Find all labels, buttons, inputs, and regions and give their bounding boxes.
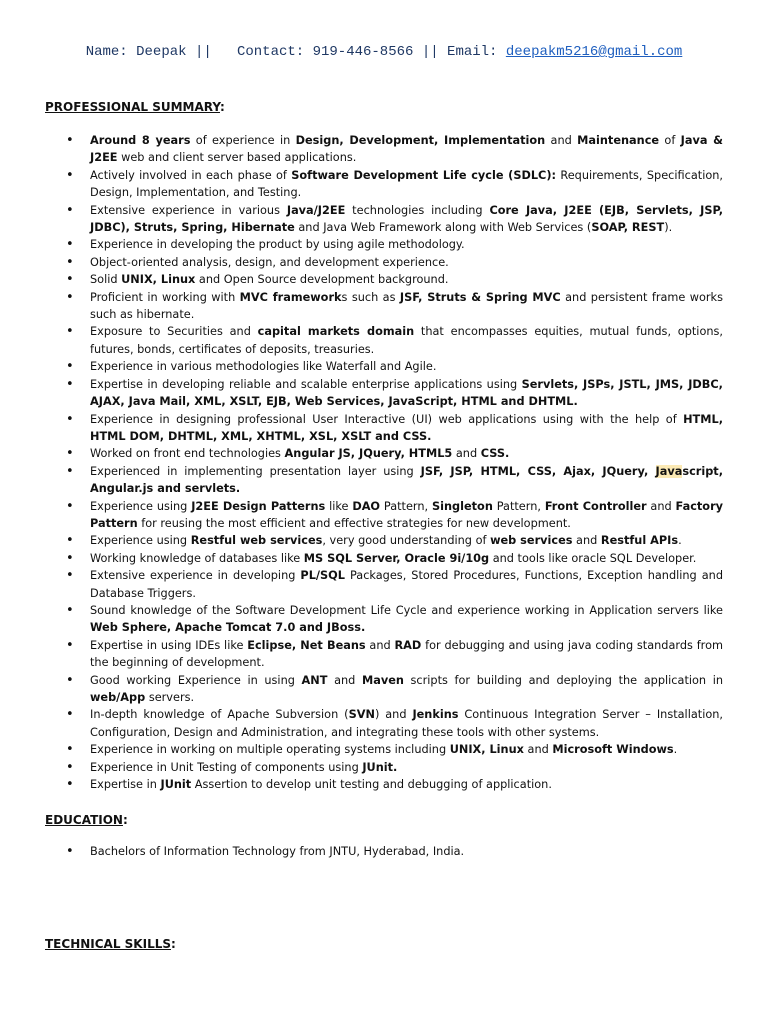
list-item-text: Microsoft Windows xyxy=(552,743,674,757)
list-item-text: Worked on front end technologies xyxy=(90,447,285,461)
list-item-text: and Java Web Framework along with Web Services ( xyxy=(294,221,592,235)
education-heading: EDUCATION: xyxy=(45,813,128,827)
list-item-text: scripts for building and deploying the application in xyxy=(403,673,724,687)
list-item-text: capital markets domain xyxy=(257,325,415,339)
list-item-text: Experience using xyxy=(90,534,191,548)
list-item-text: Actively involved in each phase of xyxy=(90,168,292,182)
list-item-text: for debugging and using java coding standards from the beginning of development. xyxy=(90,638,723,670)
professional-summary-list xyxy=(90,132,723,793)
list-item-text: Around 8 years xyxy=(90,134,191,147)
list-item-text: Extensive experience in developing xyxy=(90,569,301,583)
list-item-text: of xyxy=(659,134,681,147)
list-item-text: Solid xyxy=(90,273,122,287)
list-item-text: ANT xyxy=(301,673,328,687)
contact-header xyxy=(0,44,768,60)
list-item-text: web/App xyxy=(90,691,146,704)
list-item-text: Pattern, xyxy=(492,499,545,513)
list-item-text: Java/J2EE xyxy=(286,203,346,217)
list-item-text: Experience in working on multiple operating systems including xyxy=(90,743,450,757)
name-label: Name: xyxy=(85,44,128,60)
list-item-text: Assertion to develop unit testing and debugging of application. xyxy=(191,778,552,792)
list-item xyxy=(90,741,723,758)
list-item-text: and xyxy=(523,743,553,757)
professional-summary-heading: PROFESSIONAL SUMMARY: xyxy=(45,100,225,114)
phone-number: 919-446-8566 xyxy=(312,44,414,60)
list-item xyxy=(90,706,723,741)
list-item-text: UNIX, Linux xyxy=(449,743,524,757)
list-item-text: s such as xyxy=(341,290,400,304)
candidate-name: Deepak xyxy=(136,44,187,60)
list-item-text: Bachelors of Information Technology from JNTU, Hyderabad, India. xyxy=(90,845,465,858)
list-item xyxy=(90,463,723,498)
list-item-text: Requirements, Specification, Design, Implementation, and Testing. xyxy=(90,168,723,200)
list-item-text: Angular JS, JQuery, HTML5 xyxy=(284,447,453,461)
list-item xyxy=(90,202,723,237)
list-item-text: Experience using xyxy=(90,499,192,513)
list-item-text: Good working Experience in using xyxy=(90,673,302,687)
list-item xyxy=(90,498,723,533)
list-item-text: JSF, JSP, HTML, CSS, Ajax, JQuery, xyxy=(420,464,656,478)
list-item-text: Servlets, JSPs, JSTL, JMS, JDBC, AJAX, Java Mail, XML, XSLT, EJB, Web Services, JavaScript, HTML and DHTML. xyxy=(90,377,723,409)
list-item-text: UNIX, Linux xyxy=(121,273,196,287)
list-item-text: Working knowledge of databases like xyxy=(90,551,304,565)
list-item-text: Expertise in xyxy=(90,778,161,792)
list-item-text: like xyxy=(325,499,353,513)
list-item-text: that encompasses equities, mutual funds, options, futures, bonds, certificates of deposits, treasuries. xyxy=(90,325,723,356)
list-item-text: technologies including xyxy=(345,203,490,217)
list-item-text: Maven xyxy=(361,673,404,687)
list-item xyxy=(90,411,723,446)
separator: || xyxy=(194,44,212,60)
list-item-text: Exposure to Securities and xyxy=(90,325,258,339)
list-item-text: RAD xyxy=(394,638,422,652)
list-item-text: ) and xyxy=(374,708,413,722)
list-item xyxy=(90,843,723,860)
list-item-text: Maintenance xyxy=(577,134,660,147)
list-item-text: Design, Development, Implementation xyxy=(295,134,546,147)
list-item-text: and xyxy=(545,134,578,147)
list-item-text: JUnit xyxy=(160,778,192,792)
list-item-text: Expertise in developing reliable and scalable enterprise applications using xyxy=(90,377,522,391)
list-item-text: of experience in xyxy=(190,134,296,147)
list-item xyxy=(90,532,723,549)
list-item xyxy=(90,637,723,672)
list-item-text: and xyxy=(365,638,395,652)
list-item-text: script, Angular.js and servlets. xyxy=(90,464,723,496)
list-item-text: Experience in Unit Testing of components using xyxy=(90,760,363,774)
list-item-text: Software Development Life cycle (SDLC): xyxy=(291,168,557,182)
list-item-text: JSF, Struts & Spring MVC xyxy=(399,290,561,304)
list-item-text: DAO xyxy=(352,499,381,513)
list-item xyxy=(90,550,723,567)
list-item xyxy=(90,254,723,271)
list-item-text: Java & J2EE xyxy=(90,134,724,165)
list-item xyxy=(90,323,723,358)
list-item xyxy=(90,776,723,793)
list-item-text: SVN xyxy=(348,708,375,722)
list-item-text: and xyxy=(646,499,676,513)
list-item-text: servers. xyxy=(145,691,195,704)
list-item-text: Expertise in using IDEs like xyxy=(90,638,248,652)
list-item-text: Experience in designing professional User Interactive (UI) web applications using with the help of xyxy=(90,412,684,426)
list-item-text: Experience in various methodologies like Waterfall and Agile. xyxy=(90,360,437,374)
list-item-text: and tools like oracle SQL Developer. xyxy=(489,551,697,565)
list-item-text: for reusing the most efficient and effective strategies for new development. xyxy=(137,516,571,530)
list-item xyxy=(90,376,723,411)
list-item-text: SOAP, REST xyxy=(591,221,665,235)
list-item-text: Experienced in implementing presentation layer using xyxy=(90,464,421,478)
list-item-text: Restful APIs xyxy=(600,534,679,548)
list-item xyxy=(90,271,723,288)
email-link[interactable]: deepakm5216@gmail.com xyxy=(505,44,683,60)
list-item xyxy=(90,672,723,707)
list-item-text: Extensive experience in various xyxy=(90,203,287,217)
list-item-text: CSS. xyxy=(480,447,510,461)
list-item-text: and xyxy=(327,673,362,687)
list-item-text: Front Controller xyxy=(544,499,647,513)
list-item-text: Web Sphere, Apache Tomcat 7.0 and JBoss. xyxy=(90,621,366,635)
list-item-text: Continuous Integration Server – Installation, Configuration, Design and Administration, and integrating these tools with other systems. xyxy=(90,708,723,739)
list-item-text: HTML, HTML DOM, DHTML, XML, XHTML, XSL, XSLT and CSS. xyxy=(90,412,723,443)
list-item-text: web services xyxy=(490,534,573,548)
separator: || xyxy=(421,44,439,60)
list-item-text: Eclipse, Net Beans xyxy=(247,638,366,652)
technical-skills-heading: TECHNICAL SKILLS: xyxy=(45,937,176,951)
list-item-text: Jenkins xyxy=(412,708,459,722)
list-item xyxy=(90,358,723,375)
list-item-text: . xyxy=(673,743,678,757)
list-item-text: and xyxy=(452,447,481,461)
list-item-text: J2EE Design Patterns xyxy=(191,499,326,513)
list-item-text: JUnit. xyxy=(362,760,398,774)
contact-label: Contact: xyxy=(236,44,305,60)
list-item-text: . xyxy=(678,534,682,548)
list-item-text: Proficient in working with xyxy=(90,290,240,304)
list-item-text: and xyxy=(572,534,601,548)
list-item-text: and Open Source development background. xyxy=(195,273,449,287)
list-item-text: Factory Pattern xyxy=(90,499,724,530)
list-item xyxy=(90,132,723,167)
list-item-text: Singleton xyxy=(431,499,493,513)
list-item-text: Restful web services xyxy=(190,534,323,548)
list-item xyxy=(90,567,723,602)
list-item-text: ). xyxy=(664,221,673,235)
list-item xyxy=(90,759,723,776)
education-list xyxy=(90,843,723,860)
list-item-text: Sound knowledge of the Software Development Life Cycle and experience working in Application servers like xyxy=(90,603,723,617)
list-item-text: MS SQL Server, Oracle 9i/10g xyxy=(303,551,490,565)
list-item-text: Core Java, J2EE (EJB, Servlets, JSP, JDBC), Struts, Spring, Hibernate xyxy=(90,203,723,235)
list-item xyxy=(90,602,723,637)
list-item-text: MVC framework xyxy=(239,290,342,304)
list-item-text: Pattern, xyxy=(380,499,432,513)
list-item xyxy=(90,236,723,253)
list-item-text: PL/SQL xyxy=(300,569,345,583)
list-item xyxy=(90,167,723,202)
list-item-text: Object-oriented analysis, design, and development experience. xyxy=(90,255,449,269)
list-item-text: Experience in developing the product by using agile methodology. xyxy=(90,238,465,252)
list-item-text: and persistent frame works such as hibernate. xyxy=(90,290,723,322)
list-item-text: web and client server based applications. xyxy=(117,151,357,165)
list-item xyxy=(90,445,723,462)
list-item-text: In-depth knowledge of Apache Subversion ( xyxy=(90,708,349,722)
email-label: Email: xyxy=(447,44,498,60)
list-item-text: Packages, Stored Procedures, Functions, Exception handling and Database Triggers. xyxy=(90,569,723,600)
list-item xyxy=(90,289,723,324)
list-item-text: , very good understanding of xyxy=(322,534,491,548)
list-item-text: Java xyxy=(655,464,683,478)
